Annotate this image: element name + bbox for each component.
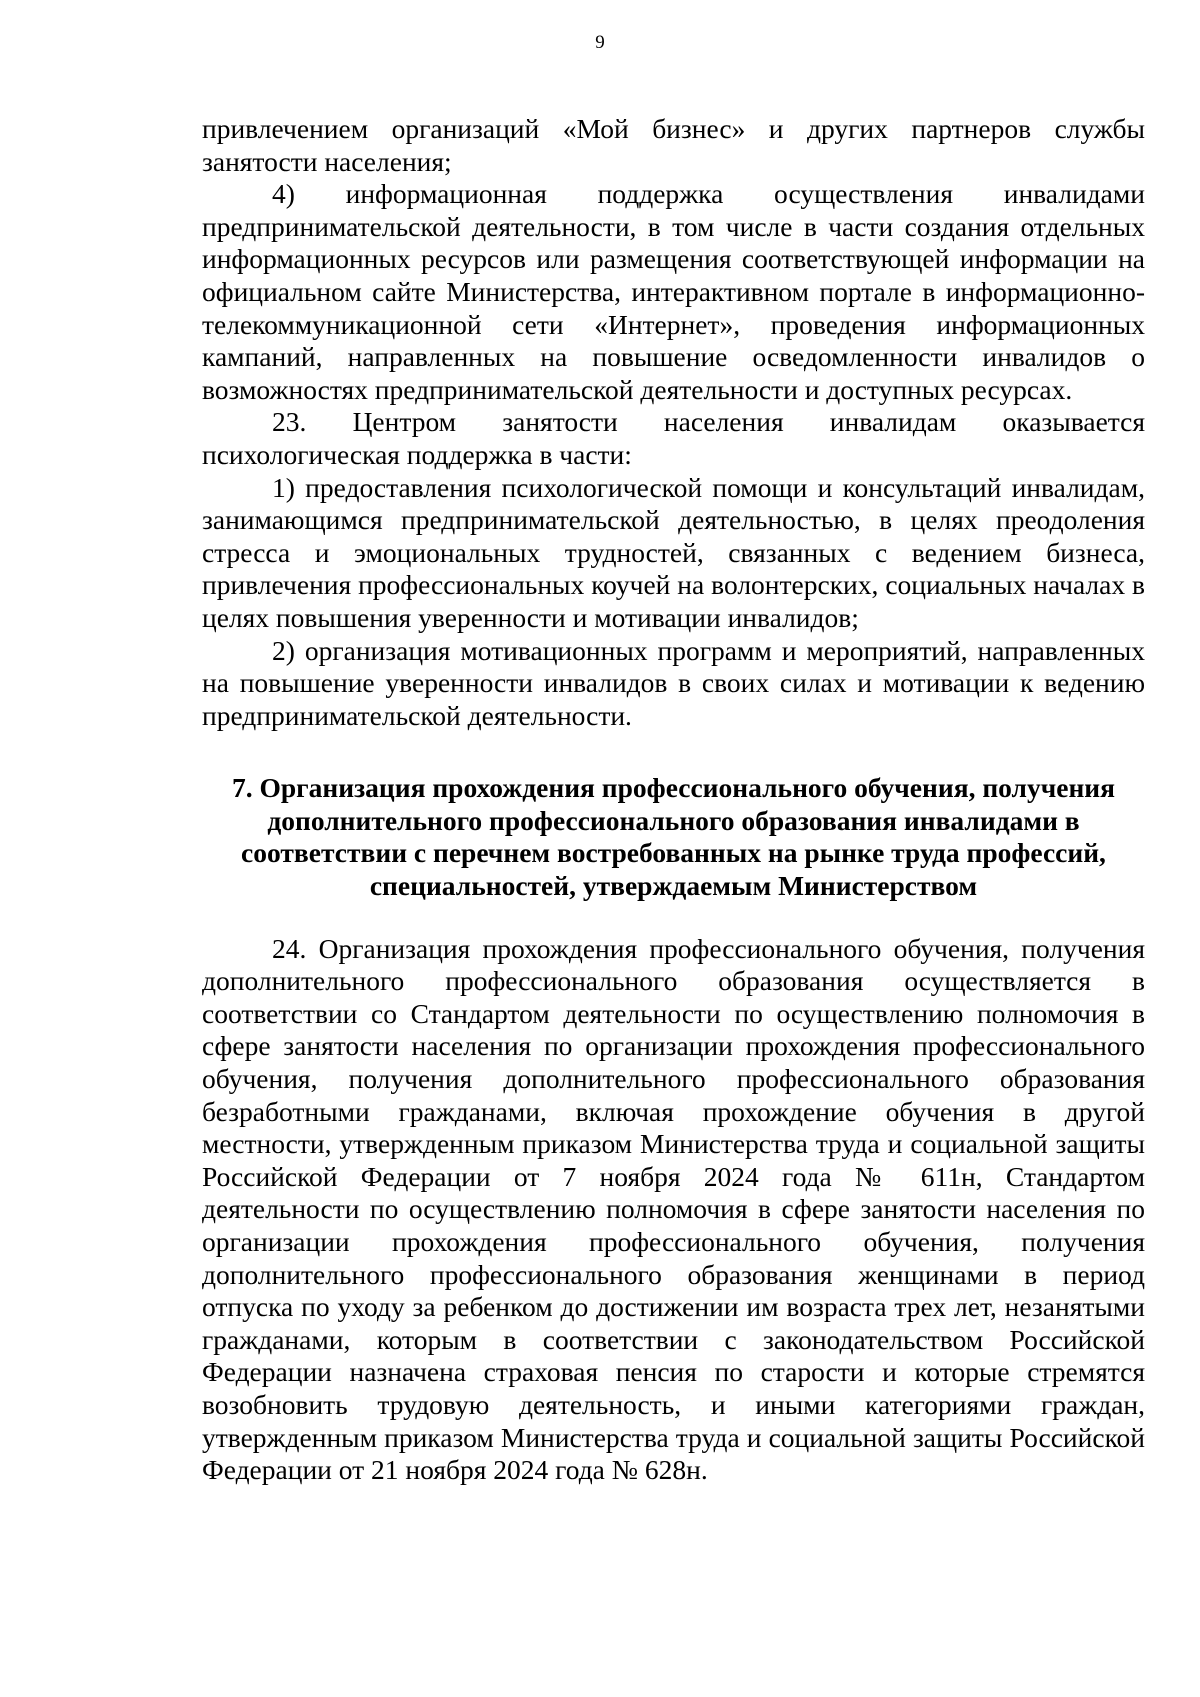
- paragraph-item-4: 4) информационная поддержка осуществления инвалидами предпринимательской деятельности, в том числе в части создания отдельных информационных ресурсов или размещения соответствующей информации на официальном сайте Министерства, интерактивном портале в информационно-телекоммуникационной сети «Интернет», проведения информационных кампаний, направленных на повышение осведомленности инвалидов о возможностях предпринимательской деятельности и доступных ресурсах.: [202, 178, 1145, 405]
- document-body: [202, 113, 1145, 1487]
- paragraph-23: 23. Центром занятости населения инвалидам оказывается психологическая поддержка в части:: [202, 406, 1145, 470]
- paragraph-item-1: 1) предоставления психологической помощи и консультаций инвалидам, занимающимся предпринимательской деятельностью, в целях преодоления стресса и эмоциональных трудностей, связанных с ведением бизнеса, привлечения профессиональных коучей на волонтерских, социальных началах в целях повышения уверенности и мотивации инвалидов;: [202, 471, 1145, 633]
- paragraph-continued: привлечением организаций «Мой бизнес» и других партнеров службы занятости населения;: [202, 113, 1145, 177]
- page-number: 9: [595, 32, 605, 53]
- paragraph-24: 24. Организация прохождения профессионального обучения, получения дополнительного профессионального образования осуществляется в соответствии со Стандартом деятельности по осуществлению полномочия в сфере занятости населения по организации прохождения профессионального обучения, получения дополнительного профессионального образования безработными гражданами, включая прохождение обучения в другой местности, утвержденным приказом Министерства труда и социальной защиты Российской Федерации от 7 ноября 2024 года № 611н, Стандартом деятельности по осуществлению полномочия в сфере занятости населения по организации прохождения профессионального обучения, получения дополнительного профессионального образования женщинами в период отпуска по уходу за ребенком до достижении им возраста трех лет, незанятыми гражданами, которым в соответствии с законодательством Российской Федерации назначена страховая пенсия по старости и которые стремятся возобновить трудовую деятельность, и иными категориями граждан, утвержденным приказом Министерства труда и социальной защиты Российской Федерации от 21 ноября 2024 года № 628н.: [202, 932, 1145, 1486]
- section-heading: 7. Организация прохождения профессионального обучения, получения дополнительного профессионального образования инвалидами в соответствии с перечнем востребованных на рынке труда профессий, специальностей, утверждаемым Министерством: [231, 772, 1116, 902]
- paragraph-item-2: 2) организация мотивационных программ и мероприятий, направленных на повышение уверенности инвалидов в своих силах и мотивации к ведению предпринимательской деятельности.: [202, 634, 1145, 731]
